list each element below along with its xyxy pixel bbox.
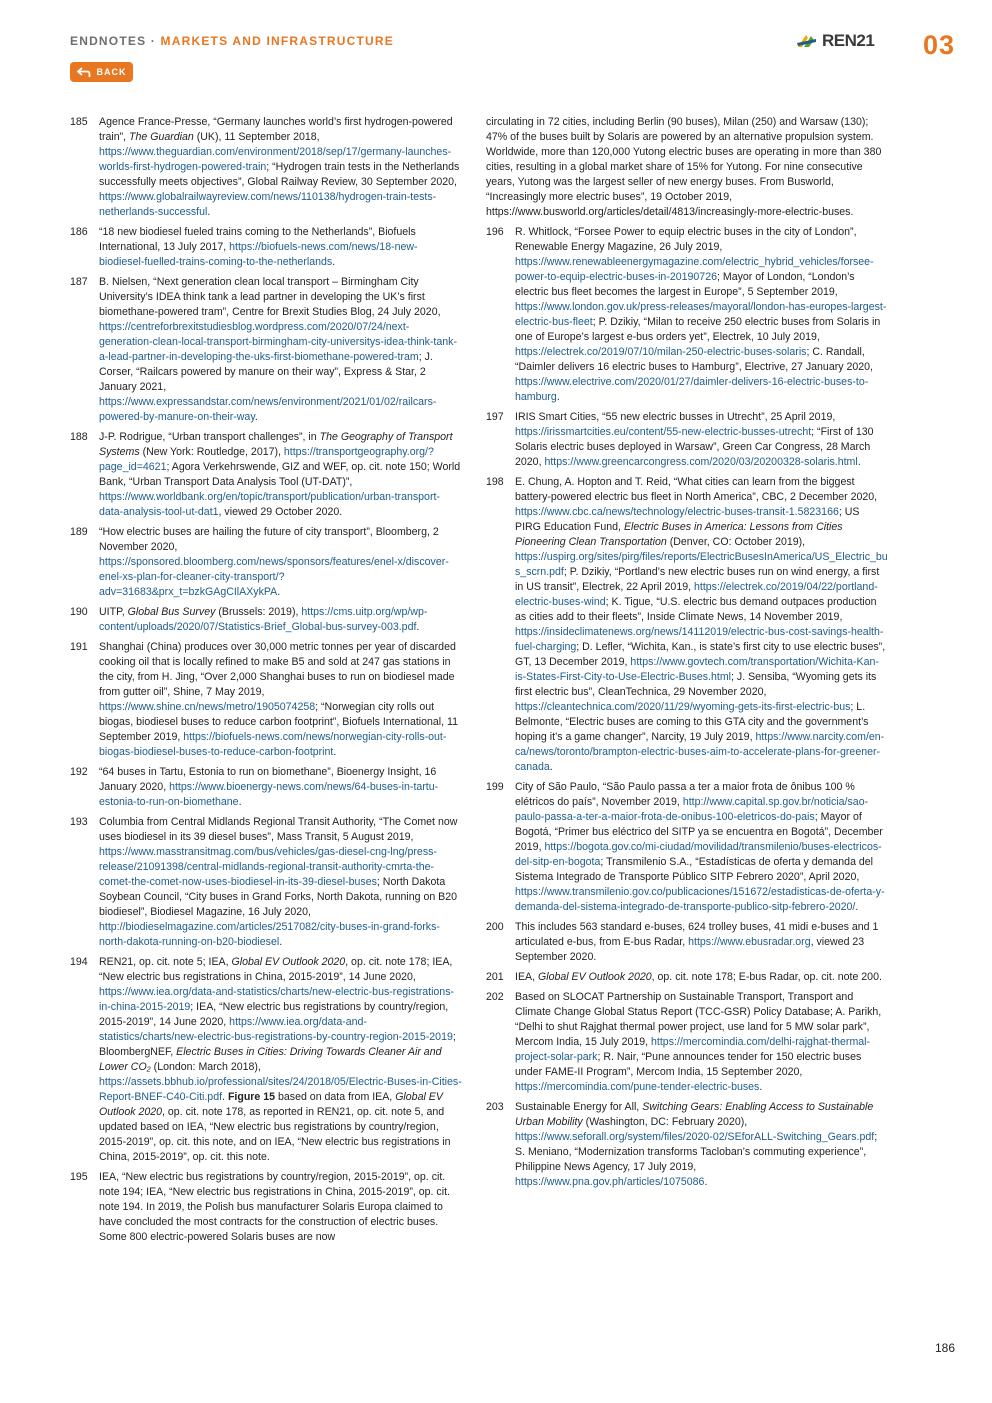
endnote-title-italic: Global Bus Survey: [127, 606, 216, 618]
endnote-number: 193: [70, 816, 88, 828]
endnote-text: ; US PIRG Education Fund,: [515, 506, 860, 533]
endnote-link[interactable]: https://transportgeography.org/?page_id=4621: [99, 446, 434, 473]
endnote-201: [486, 970, 888, 985]
endnote-body: [99, 225, 462, 270]
endnote-body: [99, 115, 462, 220]
endnote-text: .: [759, 1081, 763, 1093]
endnote-text: .: [556, 391, 560, 403]
endnote-text: J-P. Rodrigue, “Urban transport challenges”, in: [99, 431, 320, 443]
endnote-193: [70, 815, 462, 950]
endnote-text: R. Whitlock, “Forsee Power to equip electric buses in the city of London”, Renewable Energy Magazine, 26 July 2019,: [515, 226, 857, 253]
endnote-text: , op. cit. note 178; IEA, “New electric bus registrations in China, 2015-2019”, 14 June 2020,: [99, 956, 453, 983]
endnote-body: [99, 275, 462, 425]
endnote-text: ; BloombergNEF,: [99, 1031, 456, 1058]
endnote-link[interactable]: https://www.busworld.org/articles/detail/4813/increasingly-more-electric-buses: [486, 206, 851, 218]
endnote-number: 185: [70, 116, 88, 128]
endnote-number: 196: [486, 226, 504, 238]
endnote-link[interactable]: http://www.capital.sp.gov.br/noticia/sao-paulo-passa-a-ter-a-maior-frota-de-onibus-100-eletricos-do-pais: [515, 796, 869, 823]
endnote-text: ; S. Meniano, “Modernization transforms Tacloban’s commuting experience”, Philippine News Agency, 17 July 2019,: [515, 1131, 878, 1173]
endnote-text: ; P. Dzikiy, “Portland’s new electric buses run on wind energy, a first in US transit”, Electrek, 22 April 2019,: [515, 566, 880, 593]
endnote-text: circulating in 72 cities, including Berlin (90 buses), Milan (250) and Warsaw (130); 47% of the buses built by Solaris are powered by an alternative propulsion system. Worldwide, more than 120,000 Yutong electric buses are operating in more than 380 cities, resulting in a global market share of 15% for Yutong. For nine consecutive years, Yutong was the largest seller of new energy buses. From Busworld, “Increasingly more electric buses”, 19 October 2019,: [486, 116, 882, 203]
endnote-body: [515, 970, 888, 985]
endnote-text: based on data from IEA,: [275, 1091, 396, 1103]
endnote-link[interactable]: https://uspirg.org/sites/pirg/files/reports/ElectricBusesInAmerica/US_Electric_bus_scrn.pdf: [515, 551, 888, 578]
endnote-text: ; C. Randall, “Daimler delivers 16 electric buses to Hamburg”, Electrive, 27 January 2020,: [515, 346, 873, 373]
endnote-text: ; Agora Verkehrswende, GIZ and WEF, op. cit. note 150; World Bank, “Urban Transport Data Analysis Tool (UT-DAT)”,: [99, 461, 461, 488]
endnote-body: [99, 765, 462, 810]
endnote-body: [99, 525, 462, 600]
endnote-body: [515, 410, 888, 470]
endnote-text: ; J. Sensiba, “Wyoming gets its first electric bus”, CleanTechnica, 29 November 2020,: [515, 671, 877, 698]
logo-text: REN21: [822, 31, 875, 50]
endnote-number: 198: [486, 476, 504, 488]
endnote-187: [70, 275, 462, 425]
endnote-text: ; K. Tigue, “U.S. electric bus demand outpaces production as cities add to their fleets”, Inside Climate News, 14 November 2019,: [515, 596, 877, 623]
endnote-text: , op. cit. note 178; E-bus Radar, op. cit. note 200.: [651, 971, 882, 983]
endnote-196: [486, 225, 888, 405]
endnote-body: [99, 640, 462, 760]
endnote-link[interactable]: https://www.pna.gov.ph/articles/1075086: [515, 1176, 705, 1188]
endnote-185: [70, 115, 462, 220]
endnote-text: .: [333, 746, 337, 758]
endnotes-left-column: [70, 115, 462, 1250]
endnote-text: ; L. Belmonte, “Electric buses are coming to this GTA city and the government’s hoping it’s a game changer”, Narcity, 19 July 2019,: [515, 701, 869, 743]
endnote-link[interactable]: https://www.renewableenergymagazine.com/electric_hybrid_vehicles/forsee-power-to-equip-electric-buses-in-20190726: [515, 256, 874, 283]
endnote-195: [70, 1170, 462, 1245]
endnote-title-italic: The Guardian: [129, 131, 194, 143]
endnote-203: [486, 1100, 888, 1190]
endnote-189: [70, 525, 462, 600]
endnote-number: 186: [70, 226, 88, 238]
endnote-link[interactable]: https://insideclimatenews.org/news/14112019/electric-bus-cost-savings-health-fuel-charging: [515, 626, 884, 653]
endnote-link[interactable]: https://www.bioenergy-news.com/news/64-buses-in-tartu-estonia-to-run-on-biomethane: [99, 781, 439, 808]
endnote-number: 190: [70, 606, 88, 618]
endnote-body: [515, 225, 888, 405]
endnote-link[interactable]: https://www.iea.org/data-and-statistics/charts/new-electric-bus-registrations-in-china-2015-2019: [99, 986, 455, 1013]
endnote-link[interactable]: https://electrek.co/2019/07/10/milan-250-electric-buses-solaris: [515, 346, 807, 358]
endnote-number: 194: [70, 956, 88, 968]
endnote-text: .: [222, 1091, 228, 1103]
endnote-200: [486, 920, 888, 965]
endnote-number: 188: [70, 431, 88, 443]
endnote-text: Agence France-Presse, “Germany launches world’s first hydrogen-powered train”,: [99, 116, 453, 143]
endnote-text: ; IEA, “New electric bus registrations by country/region, 2015-2019”, 14 June 2020,: [99, 1001, 449, 1028]
endnote-continuation: [486, 115, 888, 220]
endnote-number: 197: [486, 411, 504, 423]
page-number: 186: [934, 1341, 955, 1355]
endnote-link[interactable]: https://www.masstransitmag.com/bus/vehicles/gas-diesel-cng-lng/press-release/21091398/central-midlands-regional-transit-authority-cmrta-the-comet-the-comet-now-uses-biodiesel-in-its-39-diesel-buses: [99, 846, 437, 888]
endnote-text: .: [416, 621, 420, 633]
endnote-text: IEA,: [515, 971, 538, 983]
endnote-link[interactable]: https://assets.bbhub.io/professional/sites/24/2018/05/Electric-Buses-in-Cities-Report-BNEF-C40-Citi.pdf: [99, 1076, 462, 1103]
endnote-link[interactable]: https://www.globalrailwayreview.com/news/110138/hydrogen-train-tests-netherlands-successful: [99, 191, 437, 218]
endnote-link[interactable]: https://cms.uitp.org/wp/wp-content/uploads/2020/07/Statistics-Brief_Global-bus-survey-003.pdf: [99, 606, 428, 633]
endnote-title-italic: Electric Buses in America: Lessons from Cities Pioneering Clean Transportation: [515, 521, 843, 548]
endnote-link[interactable]: https://www.ebusradar.org: [688, 936, 811, 948]
endnote-text: “How electric buses are hailing the future of city transport”, Bloomberg, 2 November 2020,: [99, 526, 439, 553]
endnote-number: 199: [486, 781, 504, 793]
endnote-number: 203: [486, 1101, 504, 1113]
endnote-text: .: [254, 411, 258, 423]
endnote-number: 189: [70, 526, 88, 538]
endnote-link[interactable]: https://www.expressandstar.com/news/environment/2021/01/02/railcars-powered-by-manure-on-their-way: [99, 396, 437, 423]
endnote-198: [486, 475, 888, 775]
endnote-link[interactable]: https://www.theguardian.com/environment/2018/sep/17/germany-launches-worlds-first-hydrogen-powered-train: [99, 146, 452, 173]
endnote-194: [70, 955, 462, 1165]
endnote-body: [99, 430, 462, 520]
endnote-link[interactable]: https://www.london.gov.uk/press-releases/mayoral/london-has-europes-largest-electric-bus-fleet: [515, 301, 887, 328]
endnote-link[interactable]: https://www.seforall.org/system/files/2020-02/SEforALL-Switching_Gears.pdf: [515, 1131, 875, 1143]
endnote-text: Shanghai (China) produces over 30,000 metric tonnes per year of discarded cooking oil that is locally refined to make B5 and sold at 247 gas stations in the city, from H. Jing, “Over 2,000 Shanghai buses to run on biodiesel made from gutter oil”, Shine, 7 May 2019,: [99, 641, 456, 698]
chapter-number: 03: [922, 30, 955, 60]
endnote-number: 187: [70, 276, 88, 288]
endnote-body: [515, 1100, 888, 1190]
endnote-title-italic: The Geography of Transport Systems: [99, 431, 453, 458]
endnote-link[interactable]: https://www.cbc.ca/news/technology/electric-buses-transit-1.5823166: [515, 506, 839, 518]
endnote-text: , viewed 29 October 2020.: [218, 506, 343, 518]
endnote-text: “18 new biodiesel fueled trains coming to the Netherlands”, Biofuels International, 13 July 2017,: [99, 226, 416, 253]
endnote-text: ; R. Nair, “Pune announces tender for 150 electric buses under FAME-II Program”, Mercom India, 15 September 2020,: [515, 1051, 862, 1078]
endnote-199: [486, 780, 888, 915]
endnote-link[interactable]: https://www.worldbank.org/en/topic/transport/publication/urban-transport-data-analysis-tool-ut-dat1: [99, 491, 440, 518]
back-button-label: BACK: [96, 67, 127, 77]
endnote-body: [99, 1170, 462, 1245]
endnote-link[interactable]: https://mercomindia.com/pune-tender-electric-buses: [515, 1081, 760, 1093]
endnote-figure-ref: Figure 15: [227, 1091, 276, 1103]
back-arrow-icon: [77, 67, 91, 78]
endnote-text: Based on SLOCAT Partnership on Sustainable Transport, Transport and Climate Change Global Status Report (TCC-GSR) Policy Database; A. Parikh, “Delhi to shut Rajghat thermal power project, use land for 5 MW solar park”, Mercom India, 15 July 2019,: [515, 991, 882, 1048]
endnote-text: .: [704, 1176, 708, 1188]
endnote-title-italic: Global EV Outlook 2020: [99, 1091, 443, 1118]
endnote-186: [70, 225, 462, 270]
endnote-text: .: [855, 901, 859, 913]
endnote-number: 201: [486, 971, 504, 983]
endnote-link[interactable]: https://www.transmilenio.gov.co/publicaciones/151672/estadisticas-de-oferta-y-demanda-del-sistema-integrado-de-transporte-publico-sitp-febrero-2020/: [515, 886, 885, 913]
endnote-202: [486, 990, 888, 1095]
endnote-text: (New York: Routledge, 2017),: [139, 446, 284, 458]
endnote-text: .: [332, 256, 336, 268]
endnote-link[interactable]: https://www.govtech.com/transportation/Wichita-Kan-is-States-First-City-to-Use-Electric-Buses.html: [515, 656, 879, 683]
endnote-title-italic: Global EV Outlook 2020: [537, 971, 652, 983]
endnote-text: ; “First of 130 Solaris electric buses deployed in Warsaw”, Green Car Congress, 28 March 2020,: [515, 426, 874, 468]
endnote-text: “64 buses in Tartu, Estonia to run on biomethane”, Bioenergy Insight, 16 January 2020,: [99, 766, 437, 793]
endnote-text: B. Nielsen, “Next generation clean local transport – Birmingham City University’s IDEA think tank a lead partner in developing the UK’s first biomethane-powered tram”, Centre for Brexit Studies Blog, 24 July 2020,: [99, 276, 441, 318]
endnote-text: IEA, “New electric bus registrations by country/region, 2015-2019”, op. cit. note 194; IEA, “New electric bus registrations in China, 2015-2019”, op. cit. note 194. In 2019, the Polish bus manufacturer Solaris Europa claimed to have concluded the most contracts for the construction of electric buses. Some 800 electric-powered Solaris buses are now: [99, 1171, 450, 1243]
endnote-text: .: [277, 586, 281, 598]
endnote-link[interactable]: https://bogota.gov.co/mi-ciudad/movilidad/transmilenio/buses-electricos-del-sitp-en-bogota: [515, 841, 882, 868]
endnote-text: (London: March 2018),: [150, 1061, 261, 1073]
endnote-text: E. Chung, A. Hopton and T. Reid, “What cities can learn from the biggest battery-powered electric bus fleet in North America”, CBC, 2 December 2020,: [515, 476, 878, 503]
endnote-191: [70, 640, 462, 760]
endnote-text: Columbia from Central Midlands Regional Transit Authority, “The Comet now uses biodiesel in its 39 diesel buses”, Mass Transit, 5 August 2019,: [99, 816, 458, 843]
endnote-text: .: [549, 761, 553, 773]
endnote-text: This includes 563 standard e-buses, 624 trolley buses, 41 midi e-buses and 1 articulated e-bus, from E-bus Radar,: [515, 921, 879, 948]
endnote-text: (Brussels: 2019),: [215, 606, 302, 618]
endnote-link[interactable]: http://biodieselmagazine.com/articles/2517082/city-buses-in-grand-forks-north-dakota-running-on-b20-biodiesel: [99, 921, 440, 948]
endnote-title-italic: Switching Gears: Enabling Access to Sustainable Urban Mobility: [515, 1101, 874, 1128]
endnote-number: 202: [486, 991, 504, 1003]
endnote-192: [70, 765, 462, 810]
endnote-text: REN21, op. cit. note 5; IEA,: [99, 956, 232, 968]
endnote-text: (Washington, DC: February 2020),: [582, 1116, 748, 1128]
ren21-logo-icon: [796, 31, 818, 51]
endnote-text: (Denver, CO: October 2019),: [666, 536, 806, 548]
endnote-number: 200: [486, 921, 504, 933]
endnote-link[interactable]: https://www.shine.cn/news/metro/1905074258: [99, 701, 316, 713]
breadcrumb-section[interactable]: MARKETS AND INFRASTRUCTURE: [160, 34, 394, 48]
endnote-body: [99, 955, 462, 1165]
breadcrumb: [70, 34, 394, 48]
endnotes-right-column: [486, 115, 888, 1195]
endnote-text: .: [207, 206, 211, 218]
endnote-197: [486, 410, 888, 470]
endnote-body: [515, 475, 888, 775]
endnote-link[interactable]: https://www.electrive.com/2020/01/27/daimler-delivers-16-electric-buses-to-hamburg: [515, 376, 869, 403]
endnote-body: [99, 605, 462, 635]
endnote-text: ; Mayor of London, “London’s electric bus fleet becomes the largest in Europe”, 5 September 2019,: [515, 271, 855, 298]
back-button[interactable]: [70, 62, 133, 82]
endnote-link[interactable]: https://sponsored.bloomberg.com/news/sponsors/features/enel-x/discover-enel-xs-plan-for-cleaner-city-transport/?adv=31683&prx_t=bzkGAgCIlAXykPA: [99, 556, 449, 598]
ren21-logo: [796, 31, 874, 51]
endnote-190: [70, 605, 462, 635]
endnote-link[interactable]: https://biofuels-news.com/news/norwegian-city-rolls-out-biogas-biodiesel-buses-to-reduce-carbon-footprint: [99, 731, 447, 758]
endnote-body: [99, 815, 462, 950]
endnote-text: .: [238, 796, 242, 808]
endnote-body: [515, 920, 888, 965]
endnote-link[interactable]: https://irissmartcities.eu/content/55-new-electric-busses-utrecht: [515, 426, 812, 438]
endnote-text: .: [850, 206, 854, 218]
endnote-text: ; “Hydrogen train tests in the Netherlands successfully meets objectives”, Global Railway Review, 30 September 2020,: [99, 161, 460, 188]
endnote-title-italic: Global EV Outlook 2020: [231, 956, 346, 968]
endnote-text: ; North Dakota Soybean Council, “City buses in Grand Forks, North Dakota, running on B20 biodiesel”, Biodiesel Magazine, 16 July 2020,: [99, 876, 458, 918]
endnote-title-italic: Electric Buses in Cities: Driving Towards Cleaner Air and Lower CO₂: [99, 1046, 442, 1073]
endnote-text: ; “Norwegian city rolls out biogas, biodiesel buses to reduce carbon footprint”, Biofuels International, 11 September 2019,: [99, 701, 459, 743]
endnote-text: Sustainable Energy for All,: [515, 1101, 643, 1113]
endnote-text: , viewed 23 September 2020.: [515, 936, 865, 963]
endnote-text: ; P. Dzikiy, “Milan to receive 250 electric buses from Solaris in one of Europe’s largest e-bus orders yet”, Electrek, 10 July 2019,: [515, 316, 881, 343]
endnote-number: 191: [70, 641, 88, 653]
endnote-body: [515, 990, 888, 1095]
endnote-text: ; Mayor of Bogotá, “Primer bus eléctrico del SITP ya se encuentra en Bogotá”, December 2019,: [515, 811, 883, 853]
endnote-text: City of São Paulo, “São Paulo passa a ter a maior frota de ônibus 100 % elétricos do país”, November 2019,: [515, 781, 855, 808]
endnote-text: , op. cit. note 178, as reported in REN21, op. cit. note 5, and updated based on IEA, “New electric bus registrations by country/region, 2015-2019”, op. cit. this note, and on IEA, “New electric bus registrations in China, 2015-2019”, op. cit. this note.: [99, 1106, 451, 1163]
endnote-body: [515, 780, 888, 915]
endnote-link[interactable]: https://www.narcity.com/en-ca/news/toronto/brampton-electric-buses-aim-to-accelerate-plans-for-greener-canada: [515, 731, 885, 773]
endnote-link[interactable]: https://biofuels-news.com/news/18-new-biodiesel-fuelled-trains-coming-to-the-netherlands: [99, 241, 418, 268]
endnote-link[interactable]: https://cleantechnica.com/2020/11/29/wyoming-gets-its-first-electric-bus: [515, 701, 851, 713]
endnote-link[interactable]: https://www.iea.org/data-and-statistics/charts/new-electric-bus-registrations-by-country-region-2015-2019: [99, 1016, 453, 1043]
endnote-text: (UK), 11 September 2018,: [193, 131, 320, 143]
endnote-text: .: [279, 936, 283, 948]
endnote-number: 195: [70, 1171, 88, 1183]
breadcrumb-prefix: ENDNOTES ·: [70, 34, 161, 48]
endnote-text: ; Transmilenio S.A., “Estadísticas de oferta y demanda del Sistema Integrado de Transporte Público SITP Febrero 2020”, April 2020,: [515, 856, 874, 883]
endnote-link[interactable]: https://mercomindia.com/delhi-rajghat-thermal-project-solar-park: [515, 1036, 871, 1063]
endnote-number: 192: [70, 766, 88, 778]
endnote-text: .: [857, 456, 861, 468]
endnote-link[interactable]: https://centreforbrexitstudiesblog.wordpress.com/2020/07/24/next-generation-clean-local-transport-birmingham-city-universitys-idea-think-tank-a-lead-partner-in-developing-the-uks-first-biomethane-powered-tram: [99, 321, 457, 363]
endnote-text: UITP,: [99, 606, 128, 618]
endnote-link[interactable]: https://electrek.co/2019/04/22/portland-electric-buses-wind: [515, 581, 878, 608]
endnote-text: ; D. Lefler, “Wichita, Kan., is state’s first city to use electric buses”, GT, 13 December 2019,: [515, 641, 886, 668]
endnote-188: [70, 430, 462, 520]
endnote-text: IRIS Smart Cities, “55 new electric busses in Utrecht”, 25 April 2019,: [515, 411, 836, 423]
endnote-link[interactable]: https://www.greencarcongress.com/2020/03/20200328-solaris.html: [544, 456, 858, 468]
endnote-text: ; J. Corser, “Railcars powered by manure on their way”, Express & Star, 2 January 2021,: [99, 351, 433, 393]
